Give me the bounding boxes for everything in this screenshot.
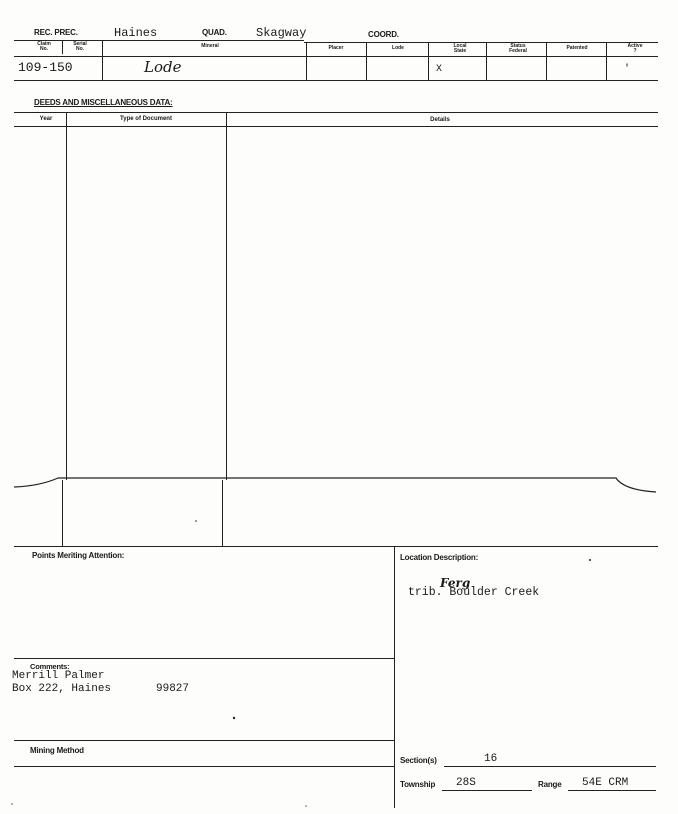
- coord-label: COORD.: [368, 30, 399, 39]
- township-underline: [442, 790, 532, 791]
- township-value: 28S: [456, 777, 476, 789]
- mineral-value: Lode: [144, 58, 182, 76]
- section-label: Section(s): [400, 756, 437, 765]
- bottom-top-rule: [14, 546, 658, 547]
- rec-prec-value: Haines: [114, 26, 158, 40]
- township-label: Township: [400, 780, 436, 789]
- deeds-col-year: Year: [39, 116, 53, 122]
- quad-value: Skagway: [256, 26, 307, 40]
- deeds-col-type: Type of Document: [120, 116, 172, 122]
- comments-zip: 99827: [156, 683, 190, 695]
- deeds-col-details: Details: [430, 117, 450, 123]
- active-mark: ': [624, 64, 631, 75]
- comments-line1: Merrill Palmer: [12, 670, 105, 682]
- col-lode: Lode: [392, 45, 404, 51]
- comments-label: Comments:: [30, 662, 70, 671]
- range-value: 54E CRM: [582, 777, 629, 789]
- rec-prec-label: REC. PREC.: [34, 28, 78, 37]
- claim-no-value: 109-150: [18, 60, 73, 75]
- deeds-title: DEEDS AND MISCELLANEOUS DATA:: [34, 98, 173, 107]
- col-local-state: Local State: [453, 43, 467, 54]
- points-label: Points Meriting Attention:: [32, 551, 125, 560]
- quad-label: QUAD.: [202, 28, 227, 37]
- col-status-federal: Status Federal: [509, 43, 527, 54]
- bottom-divider: [394, 546, 395, 808]
- col-mineral: Mineral: [201, 43, 219, 49]
- range-label: Range: [538, 780, 562, 789]
- col-serial-no: Serial No.: [73, 41, 87, 52]
- mining-rule: [14, 740, 394, 741]
- section-underline: [444, 766, 656, 767]
- location-label: Location Description:: [400, 553, 479, 562]
- mining-label: Mining Method: [30, 746, 84, 755]
- comments-rule: [14, 658, 394, 659]
- range-underline: [568, 790, 656, 791]
- location-text: trib. Boulder Creek: [408, 586, 540, 599]
- col-placer: Placer: [328, 45, 344, 51]
- col-active: Active ?: [627, 43, 643, 54]
- comments-line2: Box 222, Haines: [12, 683, 112, 695]
- section-value: 16: [484, 753, 498, 765]
- local-state-mark: X: [436, 64, 443, 75]
- mining-bottom-rule: [14, 766, 394, 767]
- col-patented: Patented: [566, 45, 588, 51]
- location-handwritten: Ferg: [440, 576, 471, 590]
- col-claim-no: Claim No.: [37, 41, 51, 52]
